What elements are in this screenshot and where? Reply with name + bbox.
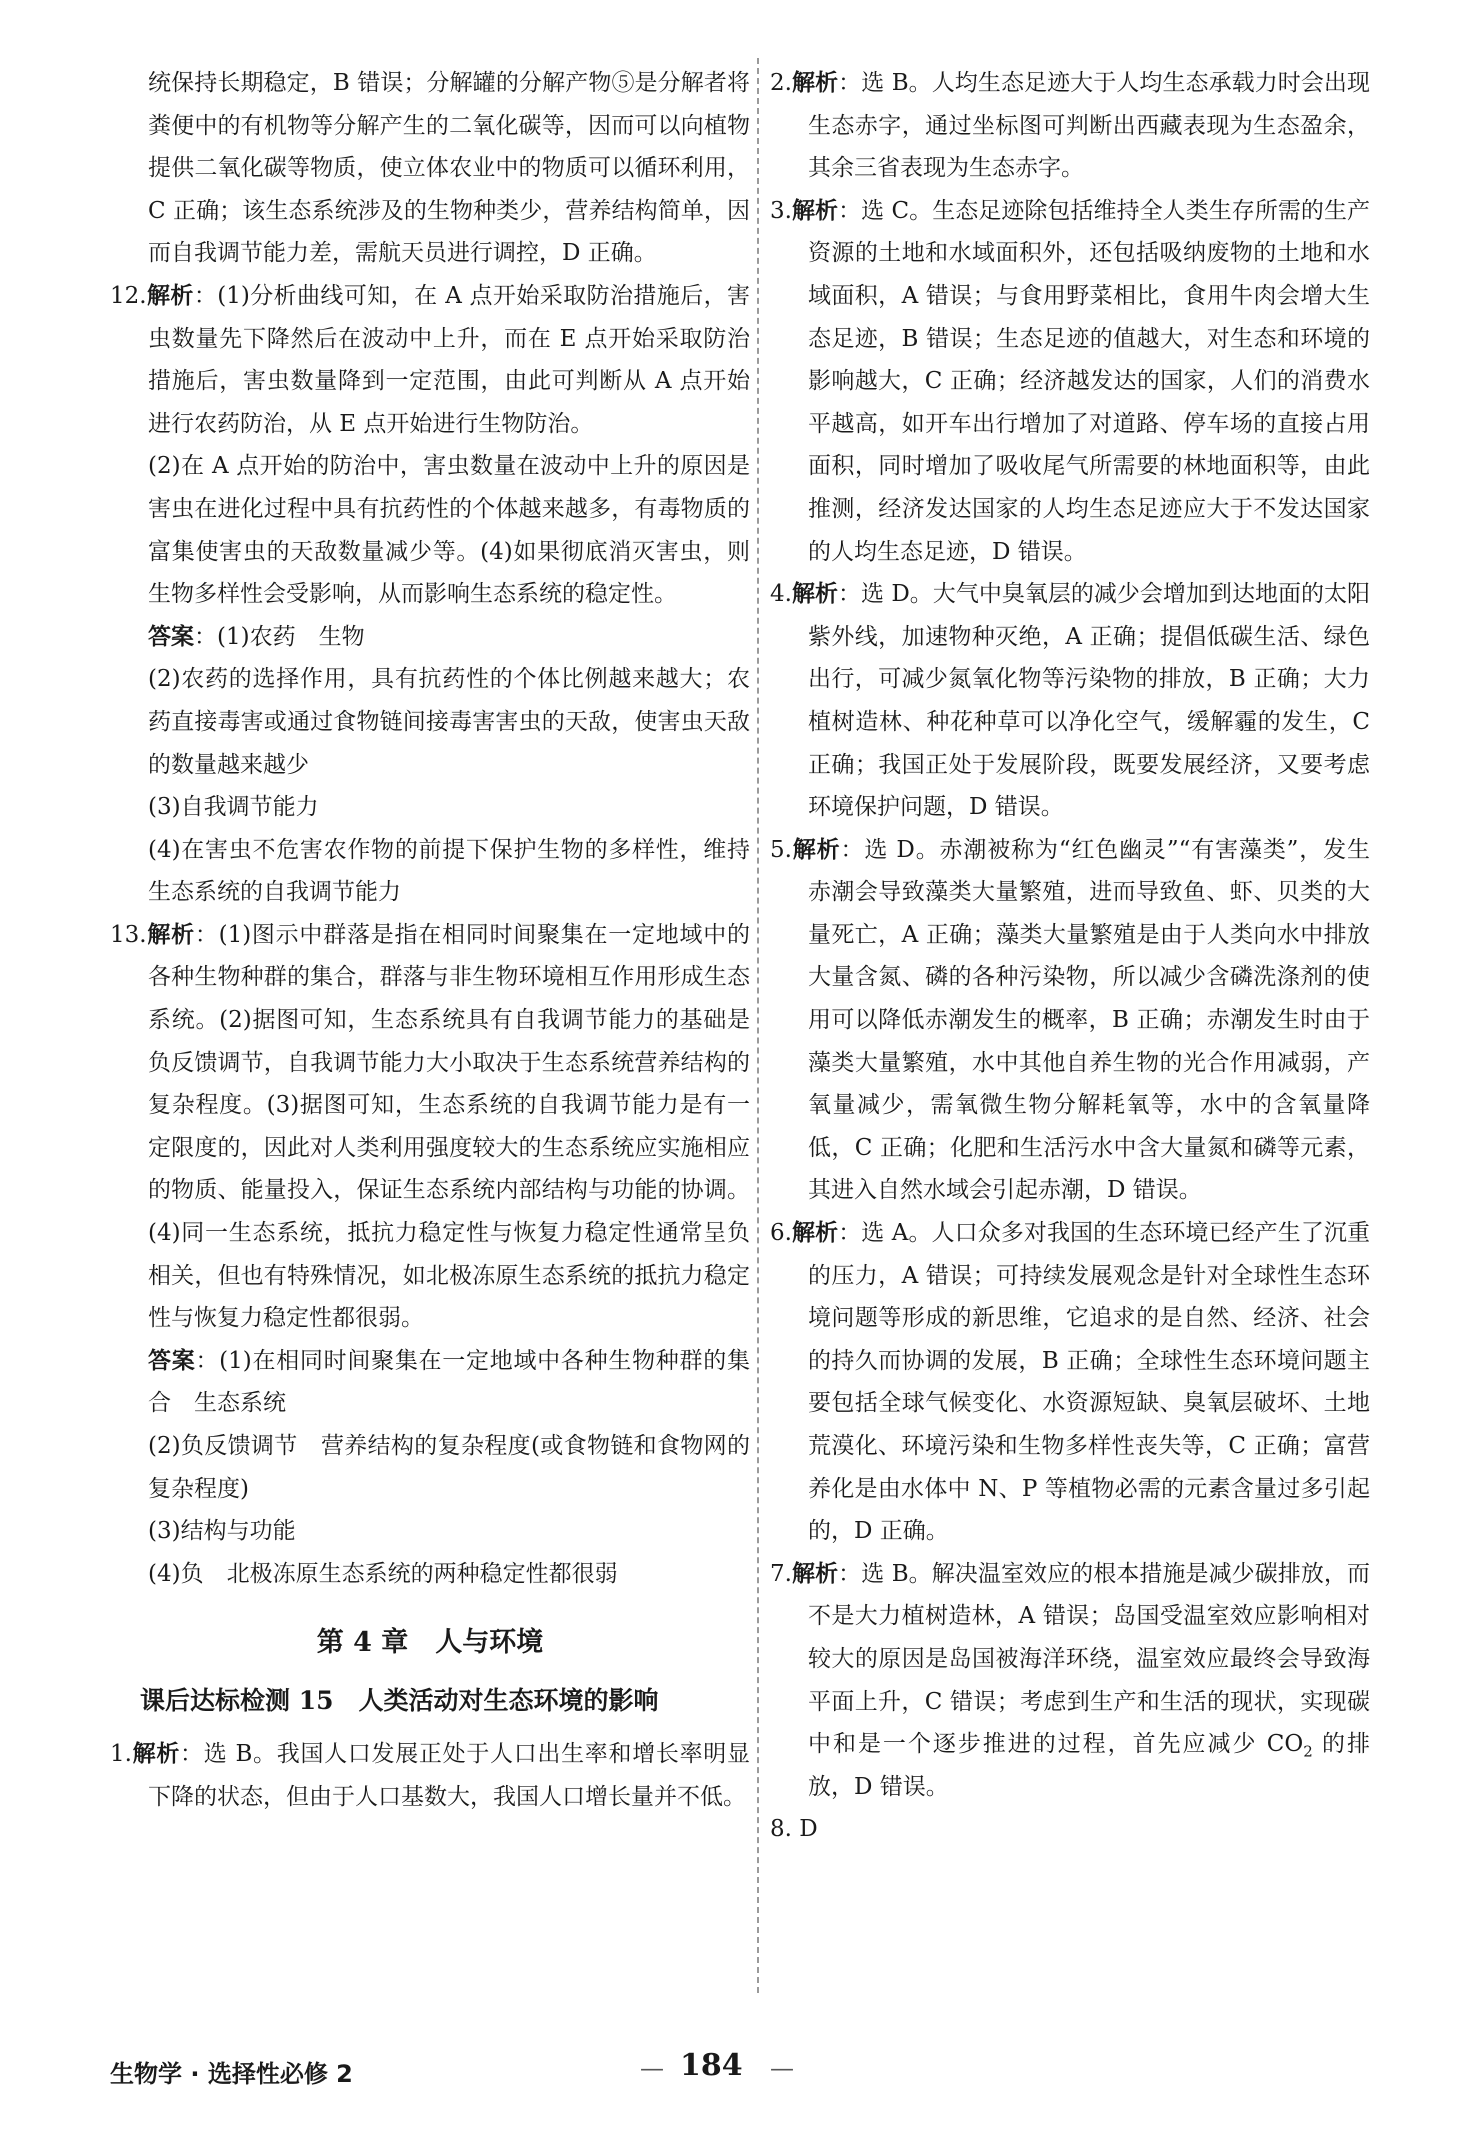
q13-answer-1: [110, 1340, 750, 1425]
q6-analysis-text: ：选 A。人口众多对我国的生态环境已经产生了沉重的压力，A 错误；可持续发展观念是针对全球性生态环境问题等形成的新思维，它追求的是自然、经济、社会的持久而协调的发展，B 正确；全球性生态环境问题主要包括全球气候变化、水资源短缺、臭氧层破坏、土地荒漠化、环境污染和生物多样性丧失等，C 正确；富营养化是由水体中 N、P 等植物必需的元素含量过多引起的，D 正确。: [808, 1220, 1371, 1545]
q1-number: 1.: [110, 1741, 132, 1768]
q13-answer-2: (2)负反馈调节 营养结构的复杂程度(或食物链和食物网的复杂程度): [148, 1433, 750, 1502]
footer-subject: 生物学 · 选择性必修 2: [110, 2060, 353, 2088]
chapter-title: 第 4 章 人与环境: [316, 1627, 544, 1659]
page-footer: [110, 2048, 1370, 2098]
q13-answer-3: (3)结构与功能: [148, 1518, 296, 1545]
q4-number: 4.: [770, 581, 792, 608]
q12-number: 12.: [110, 282, 147, 309]
q13-analysis: [110, 914, 750, 1340]
q12-analysis-label: 解析: [146, 281, 194, 309]
column-divider: [757, 58, 759, 1993]
q1-analysis-text: ：选 B。我国人口发展正处于人口出生率和增长率明显下降的状态，但由于人口基数大，我国人口增长量并不低。: [148, 1741, 750, 1810]
q6-analysis-label: 解析: [791, 1219, 839, 1247]
q13-answer-label: 答案: [148, 1346, 196, 1374]
q1-analysis: [110, 1733, 750, 1818]
section-title: 课后达标检测 15 人类活动对生态环境的影响: [140, 1686, 659, 1716]
q13-analysis-text: ：(1)图示中群落是指在相同时间聚集在一定地域中的各种生物种群的集合，群落与非生物环境相互作用形成生态系统。(2)据图可知，生态系统具有自我调节能力的基础是负反馈调节，自我调节能力大小取决于生态系统营养结构的复杂程度。(3)据图可知，生态系统的自我调节能力是有一定限度的，因此对人类利用强度较大的生态系统应实施相应的物质、能量投入，保证生态系统内部结构与功能的协调。(4)同一生态系统，抵抗力稳定性与恢复力稳定性通常呈负相关，但也有特殊情况，如北极冻原生态系统的抵抗力稳定性与恢复力稳定性都很弱。: [148, 921, 750, 1332]
q12-answer-4: (4)在害虫不危害农作物的前提下保护生物的多样性，维持生态系统的自我调节能力: [148, 836, 750, 906]
left-column: [110, 62, 750, 1819]
q7-number: 7.: [770, 1560, 792, 1587]
q3-number: 3.: [770, 197, 792, 224]
q4-analysis-label: 解析: [791, 580, 838, 608]
q5-analysis: [770, 829, 1370, 1212]
q8-answer: 8. D: [770, 1816, 818, 1843]
q4-analysis: [770, 573, 1370, 829]
q3-analysis-text: ：选 C。生态足迹除包括维持全人类生存所需的生产资源的土地和水域面积外，还包括吸纳废物的土地和水域面积，A 错误；与食用野菜相比，食用牛肉会增大生态足迹，B 错误；生态足迹的值越大，对生态和环境的影响越大，C 正确；经济越发达的国家，人们的消费水平越高，如开车出行增加了对道路、停车场的直接占用面积，同时增加了吸收尾气所需要的林地面积等，由此推测，经济发达国家的人均生态足迹应大于不发达国家的人均生态足迹，D 错误。: [808, 197, 1370, 565]
q12-analysis-p2: (2)在 A 点开始的防治中，害虫数量在波动中上升的原因是害虫在进化过程中具有抗药性的个体越来越多，有毒物质的富集使害虫的天敌数量减少等。(4)如果彻底消灭害虫，则生物多样性会受影响，从而影响生态系统的稳定性。: [148, 453, 750, 608]
q6-number: 6.: [770, 1220, 792, 1247]
q2-analysis-label: 解析: [791, 69, 839, 96]
q6-analysis: [770, 1212, 1370, 1553]
page-number: 184: [680, 2048, 743, 2083]
right-column: [770, 62, 1370, 1851]
q12-answer-1: [110, 616, 750, 659]
q12-answer-1-text: ：(1)农药 生物: [194, 623, 365, 650]
q3-analysis: [770, 190, 1370, 573]
footer-dash-left: —: [640, 2054, 664, 2082]
q13-answer-1-text: ：(1)在相同时间聚集在一定地域中各种生物种群的集合 生态系统: [148, 1347, 750, 1417]
q7-analysis: [770, 1553, 1370, 1809]
q12-answer-2: (2)农药的选择作用，具有抗药性的个体比例越来越大；农药直接毒害或通过食物链间接毒害害虫的天敌，使害虫天敌的数量越来越少: [148, 666, 750, 778]
q12-answer-3: (3)自我调节能力: [148, 794, 319, 821]
q2-analysis-text: ：选 B。人均生态足迹大于人均生态承载力时会出现生态赤字，通过坐标图可判断出西藏表现为生态盈余，其余三省表现为生态赤字。: [808, 70, 1371, 182]
q5-analysis-label: 解析: [791, 835, 841, 863]
q7-subscript: 2: [1303, 1742, 1313, 1761]
q2-number: 2.: [770, 70, 792, 96]
q11-continuation: 统保持长期稳定，B 错误；分解罐的分解产物⑤是分解者将粪便中的有机物等分解产生的二氧化碳等，因而可以向植物提供二氧化碳等物质，使立体农业中的物质可以循环利用，C 正确；该生态系统涉及的生物种类少，营养结构简单，因而自我调节能力差，需航天员进行调控，D 正确。: [148, 70, 750, 267]
q12-analysis-text: ：(1)分析曲线可知，在 A 点开始采取防治措施后，害虫数量先下降然后在波动中上升，而在 E 点开始采取防治措施后，害虫数量降到一定范围，由此可判断从 A 点开始进行农药防治，从 E 点开始进行生物防治。: [148, 282, 751, 437]
q12-analysis: [110, 275, 750, 445]
q13-answer-4: (4)负 北极冻原生态系统的两种稳定性都很弱: [148, 1560, 618, 1587]
q4-analysis-text: ：选 D。大气中臭氧层的减少会增加到达地面的太阳紫外线，加速物种灭绝，A 正确；提倡低碳生活、绿色出行，可减少氮氧化物等污染物的排放，B 正确；大力植树造林、种花种草可以净化空气，缓解霾的发生，C 正确；我国正处于发展阶段，既要发展经济，又要考虑环境保护问题，D 错误。: [808, 581, 1371, 821]
q13-analysis-label: 解析: [146, 920, 195, 948]
q7-analysis-label: 解析: [791, 1559, 839, 1587]
footer-dash-right: —: [770, 2054, 794, 2082]
q5-analysis-text: ：选 D。赤潮被称为“红色幽灵”“有害藻类”，发生赤潮会导致藻类大量繁殖，进而导致鱼、虾、贝类的大量死亡，A 正确；藻类大量繁殖是由于人类向水中排放大量含氮、磷的各种污染物，所以减少含磷洗涤剂的使用可以降低赤潮发生的概率，B 正确；赤潮发生时由于藻类大量繁殖，水中其他自养生物的光合作用减弱，产氧量减少，需氧微生物分解耗氧等，水中的含氧量降低，C 正确；化肥和生活污水中含大量氮和磷等元素，其进入自然水域会引起赤潮，D 错误。: [808, 836, 1370, 1204]
q2-analysis: [770, 62, 1370, 190]
q5-number: 5.: [770, 836, 792, 863]
q7-analysis-text-b: 的排放，D 错误。: [808, 1731, 1371, 1800]
q12-answer-label: 答案: [148, 622, 194, 650]
q3-analysis-label: 解析: [791, 196, 839, 224]
q13-number: 13.: [110, 921, 147, 948]
q7-analysis-text-a: ：选 B。解决温室效应的根本措施是减少碳排放，而不是大力植树造林，A 错误；岛国受温室效应影响相对较大的原因是岛国被海洋环绕，温室效应最终会导致海平面上升，C 错误；考虑到生产和生活的现状，实现碳中和是一个逐步推进的过程，首先应减少 CO: [808, 1560, 1371, 1758]
q1-analysis-label: 解析: [131, 1740, 181, 1768]
